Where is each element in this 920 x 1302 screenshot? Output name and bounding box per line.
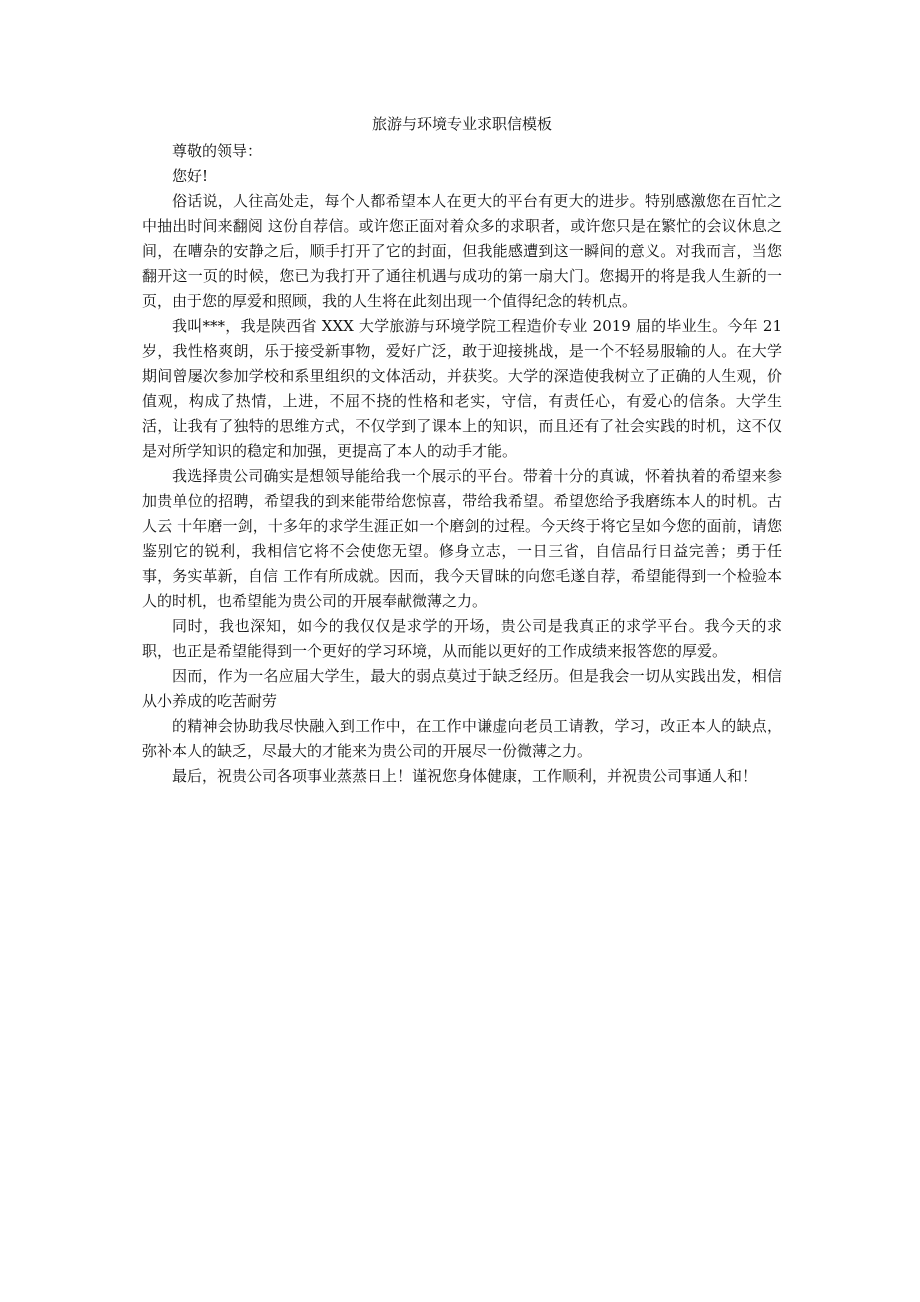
letter-page <box>142 112 782 789</box>
salutation: 尊敬的领导： <box>172 142 263 160</box>
paragraph-learning: 同时，我也深知，如今的我仅仅是求学的开场，贵公司是我真正的求学平台。我今天的求职，也正是希望能得到一个更好的学习环境，从而能以更好的工作成绩来报答您的厚爱。 <box>142 617 782 660</box>
paragraph-commitment: 的精神会协助我尽快融入到工作中，在工作中谦虚向老员工请教，学习，改正本人的缺点，弥补本人的缺乏，尽最大的才能来为贵公司的开展尽一份微薄之力。 <box>142 717 782 760</box>
paragraph-self-introduction: 我叫***，我是陕西省 XXX 大学旅游与环境学院工程造价专业 2019 届的毕业生。今年 21 岁，我性格爽朗，乐于接受新事物，爱好广泛，敢于迎接挑战，是一个不轻易服输的人。在大学期间曾屡次参加学校和系里组织的文体活动，并获奖。大学的深造使我树立了正确的人生观，价值观，构成了热情，上进，不屈不挠的性格和老实，守信，有责任心，有爱心的信条。大学生活，让我有了独特的思维方式，不仅学到了课本上的知识，而且还有了社会实践的时机，这不仅是对所学知识的稳定和加强，更提高了本人的动手才能。 <box>142 317 782 460</box>
greeting: 您好! <box>172 167 209 185</box>
document-title: 旅游与环境专业求职信模板 <box>371 115 552 133</box>
paragraph-intro: 俗话说，人往高处走，每个人都希望本人在更大的平台有更大的进步。特别感激您在百忙之中抽出时间来翻阅 这份自荐信。或许您正面对着众多的求职者，或许您只是在繁忙的会议休息之间，在嘈杂的安静之后，顺手打开了它的封面，但我能感遭到这一瞬间的意义。对我而言，当您翻开这一页的时候，您已为我打开了通往机遇与成功的第一扇大门。您揭开的将是我人生新的一页，由于您的厚爱和照顾，我的人生将在此刻出现一个值得纪念的转机点。 <box>142 192 782 310</box>
paragraph-motivation: 我选择贵公司确实是想领导能给我一个展示的平台。带着十分的真诚，怀着执着的希望来参加贵单位的招聘，希望我的到来能带给您惊喜，带给我希望。希望您给予我磨练本人的时机。古人云 十年磨一剑，十多年的求学生涯正如一个磨剑的过程。今天终于将它呈如今您的面前，请您鉴别它的锐利，我相信它将不会使您无望。修身立志，一日三省，自信品行日益完善；勇于任事，务实革新，自信 工作有所成就。因而，我今天冒昧的向您毛遂自荐，希望能得到一个检验本人的时机，也希望能为贵公司的开展奉献微薄之力。 <box>142 467 782 610</box>
paragraph-weakness: 因而，作为一名应届大学生，最大的弱点莫过于缺乏经历。但是我会一切从实践出发，相信从小养成的吃苦耐劳 <box>142 667 782 710</box>
paragraph-closing: 最后，祝贵公司各项事业蒸蒸日上！谨祝您身体健康，工作顺利，并祝贵公司事通人和！ <box>172 767 758 785</box>
